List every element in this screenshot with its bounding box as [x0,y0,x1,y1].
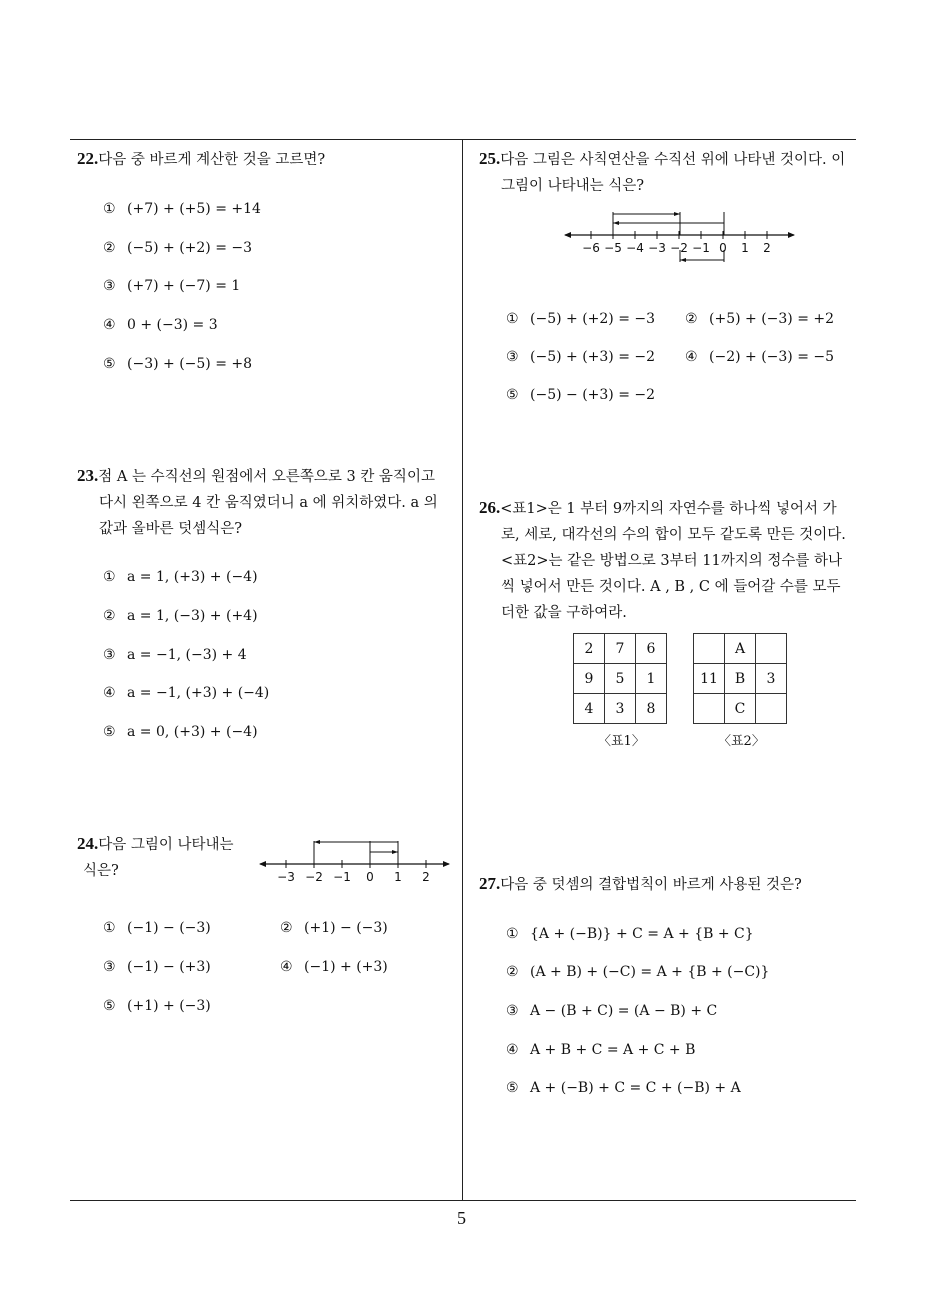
q23-option-5[interactable]: ⑤ a = 0, (+3) + (−4) [103,724,258,740]
question-number: 22. [77,149,99,168]
question-text: 다음 중 바르게 계산한 것을 고르면? [98,152,326,168]
cell [694,694,725,724]
tick-label: −6 [582,241,600,255]
cell: 6 [636,634,667,664]
cell: A [725,634,756,664]
cell: 5 [605,664,636,694]
q24-number-line [255,832,455,888]
tick-label: −3 [277,870,295,884]
question-number: 23. [77,466,99,485]
cell: 1 [636,664,667,694]
cell: C [725,694,756,724]
q27-option-4[interactable]: ④ A + B + C = A + C + B [506,1042,696,1058]
q25-option-4[interactable]: ④ (−2) + (−3) = −5 [685,349,835,365]
q24-option-2[interactable]: ② (+1) − (−3) [280,920,388,936]
cell: 9 [574,664,605,694]
cell: B [725,664,756,694]
q24-option-3[interactable]: ③ (−1) − (+3) [103,959,211,975]
q23-option-2[interactable]: ② a = 1, (−3) + (+4) [103,608,258,624]
q23-option-1[interactable]: ① a = 1, (+3) + (−4) [103,569,258,585]
q27-option-3[interactable]: ③ A − (B + C) = (A − B) + C [506,1003,718,1019]
q25-option-5[interactable]: ⑤ (−5) − (+3) = −2 [506,387,656,403]
question-number: 26. [479,498,501,517]
tick-label: 1 [741,241,749,255]
tick-label: 2 [422,870,430,884]
q22-option-3[interactable]: ③ (+7) + (−7) = 1 [103,278,241,294]
tick-label: −2 [305,870,323,884]
bottom-rule [70,1200,856,1201]
q24-option-4[interactable]: ④ (−1) + (+3) [280,959,388,975]
tick-label: 1 [394,870,402,884]
q27-option-2[interactable]: ② (A + B) + (−C) = A + {B + (−C)} [506,964,770,980]
q24-option-5[interactable]: ⑤ (+1) + (−3) [103,998,211,1014]
cell: 4 [574,694,605,724]
tick-label: 2 [763,241,771,255]
cell [756,694,787,724]
q25-option-2[interactable]: ② (+5) + (−3) = +2 [685,311,835,327]
q24-option-1[interactable]: ① (−1) − (−3) [103,920,211,936]
question-27 [479,871,802,898]
top-rule [70,139,856,140]
question-23: 23.점 A 는 수직선의 원점에서 오른쪽으로 3 칸 움직이고 다시 왼쪽으로 4 칸 움직였더니 a 에 위치하였다. a 의 값과 올바른 덧셈식은? [77,466,438,537]
q25-option-3[interactable]: ③ (−5) + (+3) = −2 [506,349,656,365]
q23-option-3[interactable]: ③ a = −1, (−3) + 4 [103,647,247,663]
q27-option-5[interactable]: ⑤ A + (−B) + C = C + (−B) + A [506,1080,741,1096]
tick-label: 0 [719,241,727,255]
q22-option-2[interactable]: ② (−5) + (+2) = −3 [103,240,253,256]
cell: 2 [574,634,605,664]
q22-option-5[interactable]: ⑤ (−3) + (−5) = +8 [103,356,253,372]
q27-option-1[interactable]: ① {A + (−B)} + C = A + {B + C} [506,926,754,942]
question-25: 25.다음 그림은 사칙연산을 수직선 위에 나타낸 것이다. 이 그림이 나타내는 식은? [479,149,846,194]
question-22 [77,146,325,173]
cell [694,634,725,664]
table-1 [573,633,667,724]
tick-label: 0 [366,870,374,884]
q23-option-4[interactable]: ④ a = −1, (+3) + (−4) [103,685,270,701]
q22-option-4[interactable]: ④ 0 + (−3) = 3 [103,317,218,333]
tick-label: −1 [692,241,710,255]
column-divider [462,139,463,1201]
question-text: 다음 중 덧셈의 결합법칙이 바르게 사용된 것은? [500,877,802,893]
table-2 [693,633,787,724]
page-number: 5 [457,1208,466,1228]
cell: 7 [605,634,636,664]
q22-option-1[interactable]: ① (+7) + (+5) = +14 [103,201,261,217]
tick-label: −2 [670,241,688,255]
question-number: 27. [479,874,501,893]
cell [756,634,787,664]
question-number: 25. [479,149,501,168]
table-2-caption: 〈표2〉 [718,734,765,749]
tick-label: −1 [333,870,351,884]
tick-label: −3 [648,241,666,255]
question-24: 24.다음 그림이 나타내는 식은? [77,834,234,879]
q25-option-1[interactable]: ① (−5) + (+2) = −3 [506,311,656,327]
question-number: 24. [77,834,99,853]
question-26: 26.<표1>은 1 부터 9까지의 자연수를 하나씩 넣어서 가 로, 세로, 대각선의 수의 합이 모두 같도록 만든 것이다. <표2>는 같은 방법으로 3부터 11까지의 정수를 하나 씩 넣어서 만든 것이다. A , B , C 에 들어갈 수를 모두 더한 값을 구하여라. [479,498,846,621]
tick-label: −4 [626,241,644,255]
q25-number-line [560,206,800,268]
cell: 3 [756,664,787,694]
cell: 3 [605,694,636,724]
table-1-caption: 〈표1〉 [598,734,645,749]
tick-label: −5 [604,241,622,255]
cell: 11 [694,664,725,694]
cell: 8 [636,694,667,724]
